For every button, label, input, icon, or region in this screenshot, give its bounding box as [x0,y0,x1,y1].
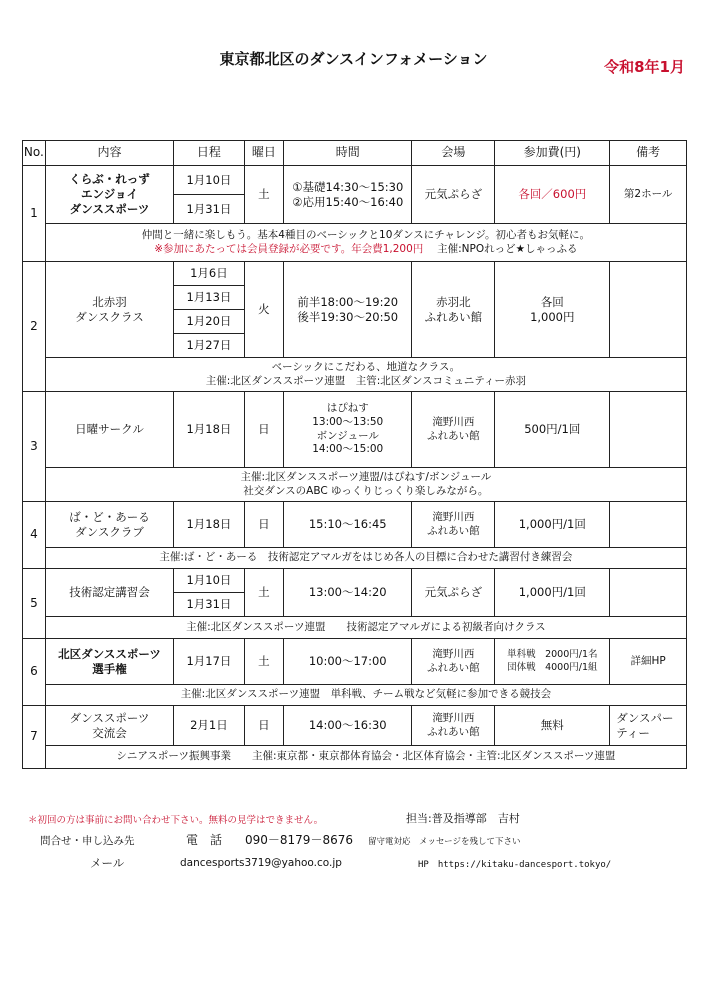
event-date: 1月18日 [174,502,244,548]
event-name: 北赤羽 ダンスクラス [45,262,173,358]
event-venue: 滝野川西 ふれあい館 [412,502,495,548]
note-row [23,548,687,569]
column-header: 内容 [45,141,173,166]
event-remarks [610,392,687,468]
note-row [23,358,687,392]
column-header: 備考 [610,141,687,166]
event-fee: 単科戦 2000円/1名 団体戦 4000円/1組 [495,639,610,685]
event-remarks [610,502,687,548]
event-number: 4 [23,502,46,569]
event-fee: 各回 1,000円 [495,262,610,358]
event-name: ば・ど・あーる ダンスクラブ [45,502,173,548]
event-remarks: 第2ホール [610,166,687,224]
column-header: No. [23,141,46,166]
schedule-table [22,140,687,769]
homepage-url: HP https://kitaku-dancesport.tokyo/ [418,860,612,870]
table-row [23,639,687,685]
event-number: 3 [23,392,46,502]
note-row [23,685,687,706]
event-date: 1月6日 [174,262,244,286]
issue-date: 令和8年1月 [604,58,685,76]
inquiry-label: 問合せ・申し込み先 [40,835,135,847]
event-time: ①基礎14:30～15:30 ②応用15:40～16:40 [284,166,412,224]
table-row [23,569,687,593]
event-time: 14:00～16:30 [284,706,412,746]
event-time: 10:00～17:00 [284,639,412,685]
event-fee: 1,000円/1回 [495,502,610,548]
event-date: 1月27日 [174,334,244,358]
note-row [23,468,687,502]
table-row [23,166,687,195]
event-number: 6 [23,639,46,706]
email-address: dancesports3719@yahoo.co.jp [180,857,342,869]
event-venue: 元気ぷらざ [412,166,495,224]
event-fee: 1,000円/1回 [495,569,610,617]
column-header: 曜日 [244,141,283,166]
phone-number: 090－8179－8676 [245,833,353,847]
event-venue: 滝野川西 ふれあい館 [412,706,495,746]
event-date: 1月31日 [174,195,244,224]
table-row [23,706,687,746]
event-date: 1月13日 [174,286,244,310]
table-row [23,502,687,548]
event-time: はぴねす 13:00～13:50 ボンジュール 14:00～15:00 [284,392,412,468]
event-date: 1月10日 [174,166,244,195]
event-fee: 各回／600円 [495,166,610,224]
event-remarks: 詳細HP [610,639,687,685]
column-header: 会場 [412,141,495,166]
note-row [23,224,687,262]
column-header: 日程 [174,141,244,166]
event-day: 火 [244,262,283,358]
event-name: 技術認定講習会 [45,569,173,617]
table-row [23,262,687,286]
event-remarks: ダンスパー ティー [610,706,687,746]
phone-note: 留守電対応 メッセージを残して下さい [368,837,521,847]
event-date: 1月31日 [174,593,244,617]
event-note: 主催:北区ダンススポーツ連盟 技術認定アマルガによる初級者向けクラス [45,617,686,639]
table-header-row [23,141,687,166]
event-venue: 元気ぷらざ [412,569,495,617]
event-date: 2月1日 [174,706,244,746]
event-venue: 滝野川西 ふれあい館 [412,392,495,468]
event-name: くらぶ・れっず エンジョイ ダンススポーツ [45,166,173,224]
event-date: 1月18日 [174,392,244,468]
page-title: 東京都北区のダンスインフォメーション [219,50,488,68]
event-date: 1月20日 [174,310,244,334]
event-name: 日曜サークル [45,392,173,468]
event-venue: 滝野川西 ふれあい館 [412,639,495,685]
phone-label: 電 話 [186,833,223,847]
event-day: 土 [244,639,283,685]
staff-contact: 担当:普及指導部 吉村 [406,812,520,825]
column-header: 時間 [284,141,412,166]
event-number: 2 [23,262,46,392]
event-venue: 赤羽北 ふれあい館 [412,262,495,358]
event-note: 主催:北区ダンススポーツ連盟/はぴねす/ボンジュール 社交ダンスのABC ゆっくりじっくり楽しみながら。 [45,468,686,502]
table-row [23,392,687,468]
event-fee: 500円/1回 [495,392,610,468]
event-number: 5 [23,569,46,639]
event-day: 日 [244,706,283,746]
event-day: 土 [244,569,283,617]
event-note: シニアスポーツ振興事業 主催:東京都・東京都体育協会・北区体育協会・主管:北区ダンススポーツ連盟 [45,746,686,769]
event-remarks [610,569,687,617]
event-note: 仲間と一緒に楽しもう。基本4種目のベーシックと10ダンスにチャレンジ。初心者もお気軽に。 ※参加にあたっては会員登録が必要です。年会費1,200円 主催:NPOれっど★しゃっふる [45,224,686,262]
note-row [23,746,687,769]
event-remarks [610,262,687,358]
event-number: 1 [23,166,46,262]
note-row [23,617,687,639]
event-day: 日 [244,502,283,548]
event-note: 主催:北区ダンススポーツ連盟 単科戦、チーム戦など気軽に参加できる競技会 [45,685,686,706]
event-time: 13:00～14:20 [284,569,412,617]
mail-label: メール [90,856,125,870]
event-fee: 無料 [495,706,610,746]
event-day: 土 [244,166,283,224]
event-time: 15:10～16:45 [284,502,412,548]
event-day: 日 [244,392,283,468]
event-note: ベーシックにこだわる、地道なクラス。 主催:北区ダンススポーツ連盟 主管:北区ダンスコミュニティー赤羽 [45,358,686,392]
caution-note: ＊初回の方は事前にお問い合わせ下さい。無料の見学はできません。 [28,815,324,826]
event-date: 1月10日 [174,569,244,593]
event-time: 前半18:00～19:20 後半19:30～20:50 [284,262,412,358]
event-date: 1月17日 [174,639,244,685]
event-name: ダンススポーツ 交流会 [45,706,173,746]
column-header: 参加費(円) [495,141,610,166]
event-number: 7 [23,706,46,769]
event-note: 主催:ば・ど・あーる 技術認定アマルガをはじめ各人の目標に合わせた講習付き練習会 [45,548,686,569]
event-name: 北区ダンススポーツ 選手権 [45,639,173,685]
